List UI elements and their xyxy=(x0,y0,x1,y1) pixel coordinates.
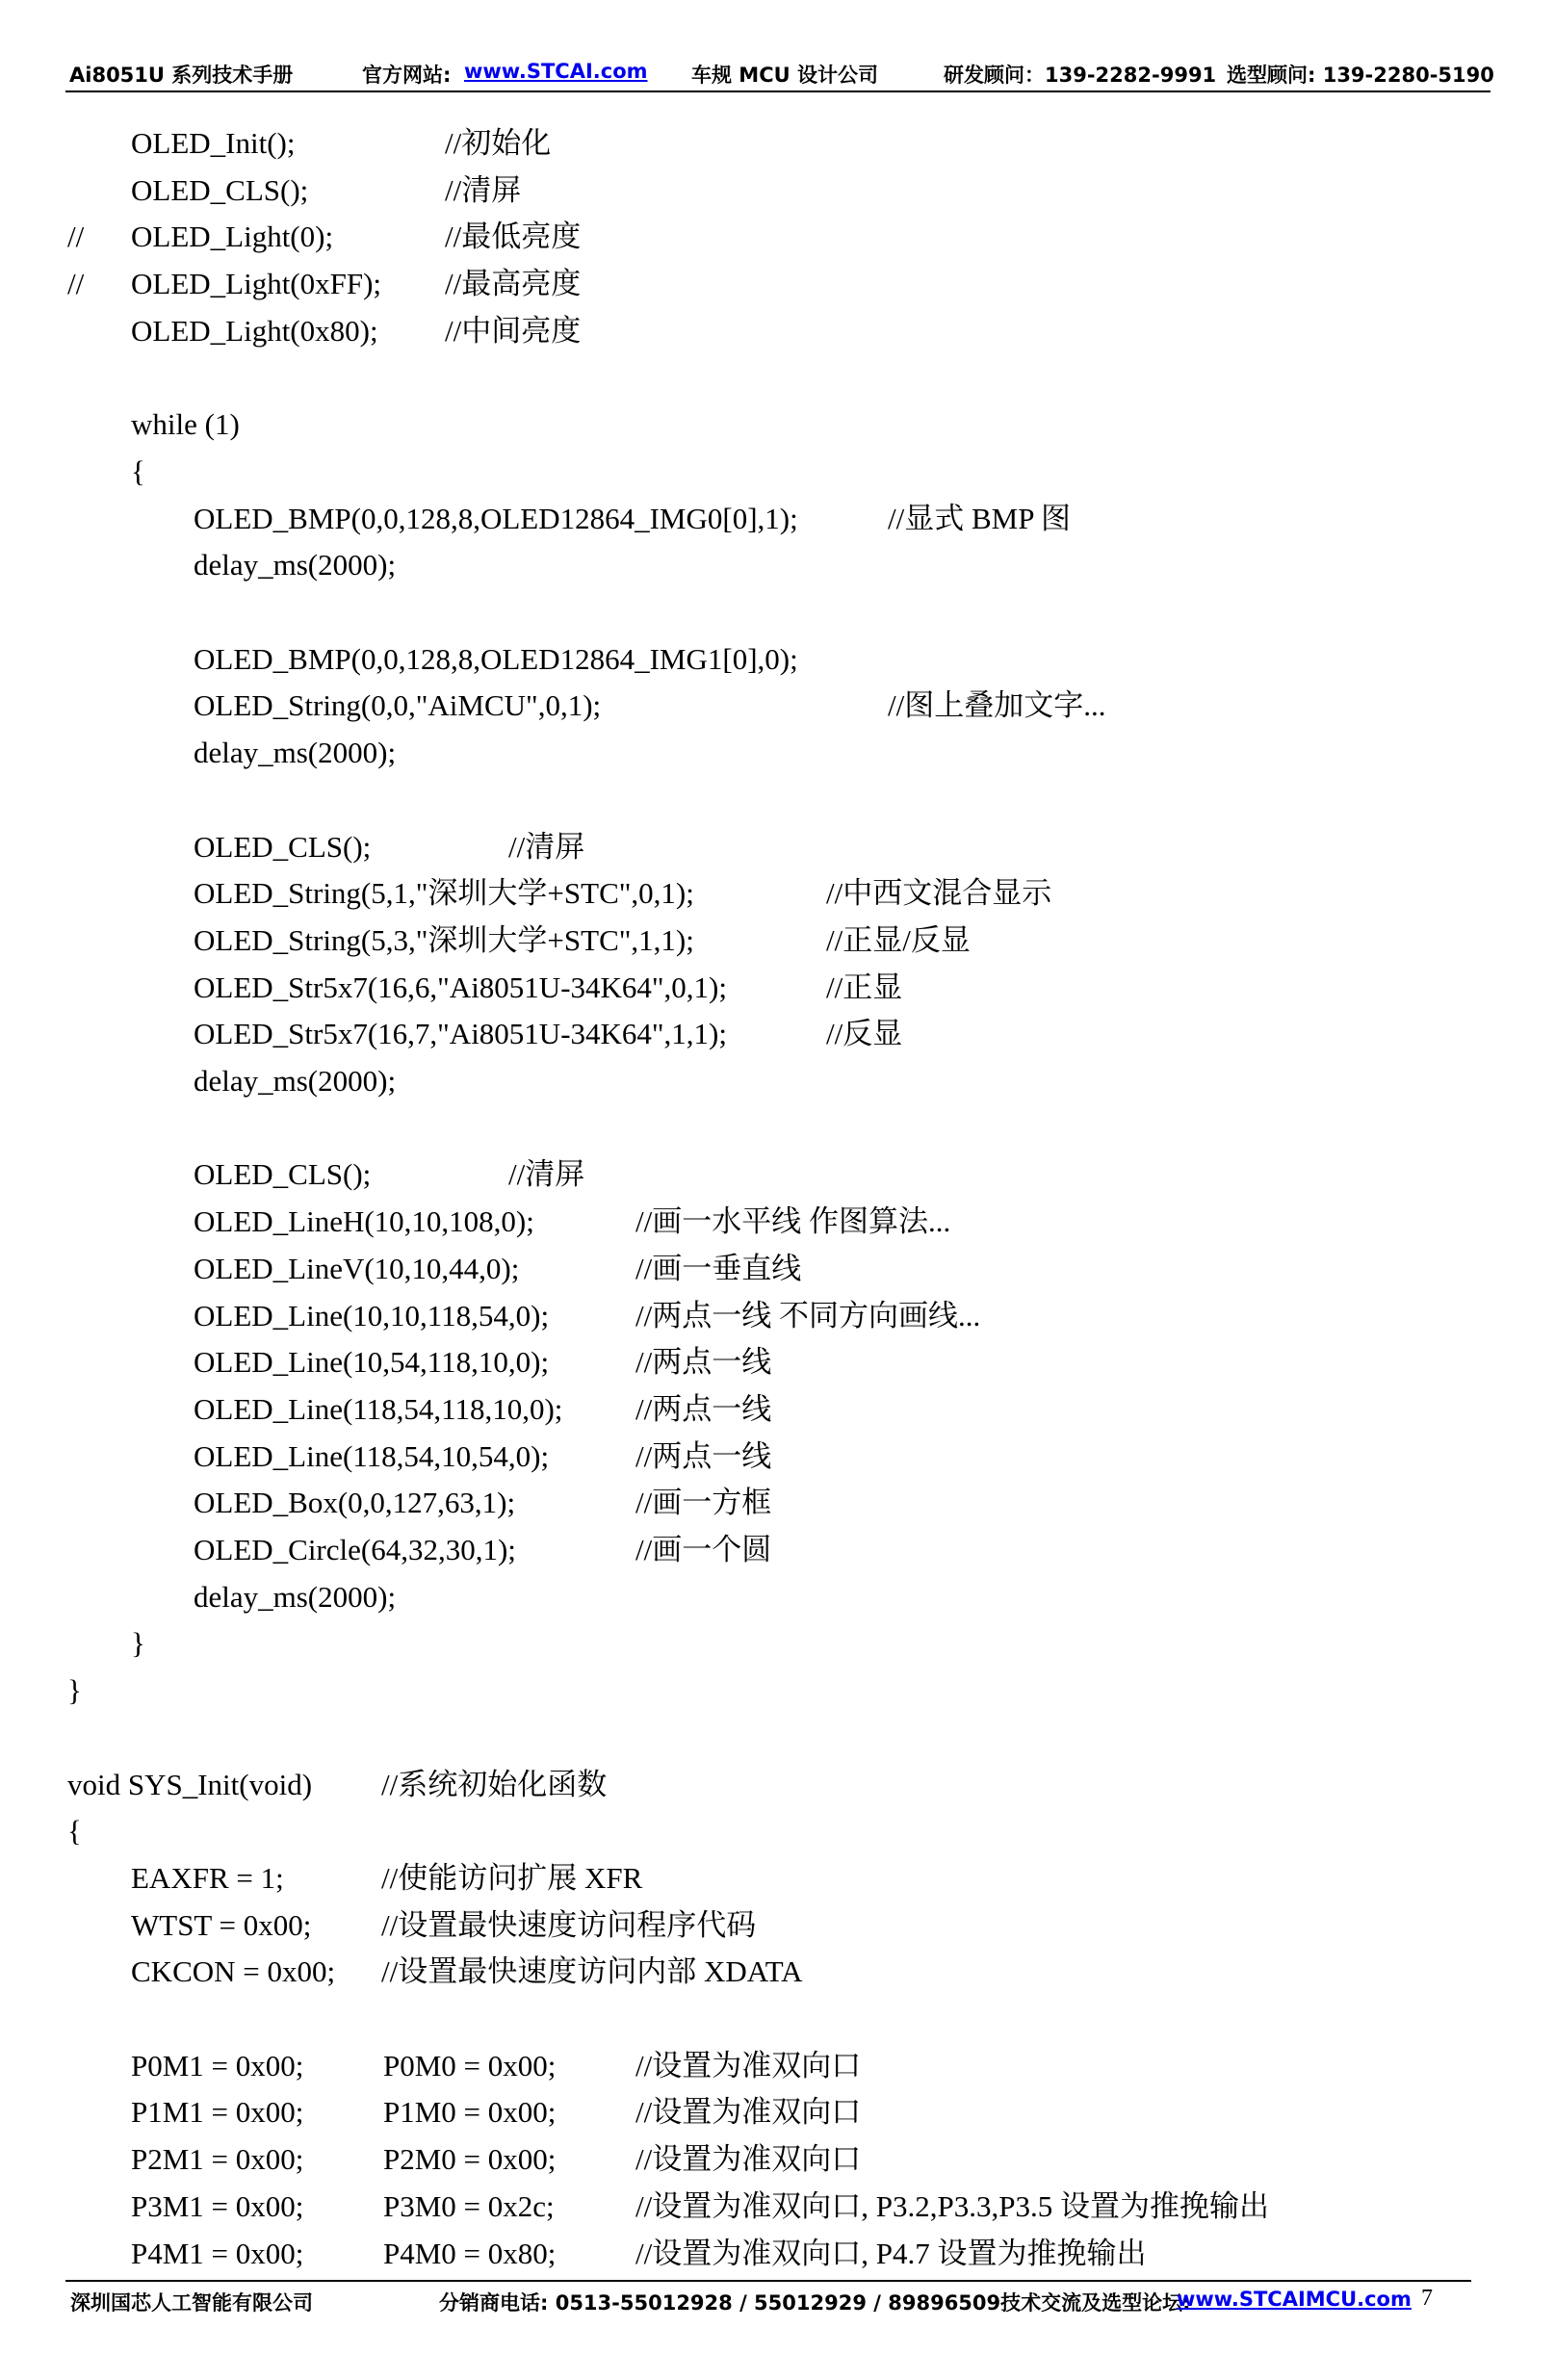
code-line xyxy=(0,1812,1555,1850)
code-line xyxy=(0,1719,1555,1757)
site-link[interactable] xyxy=(464,60,648,83)
code-text: WTST = 0x00; xyxy=(131,1907,312,1942)
code-text: OLED_CLS(); xyxy=(194,1157,372,1192)
header-rule xyxy=(65,91,1490,92)
code-line xyxy=(0,1906,1555,1945)
code-comment: //设置最快速度访问内部 XDATA xyxy=(381,1954,803,1989)
code-comment: //清屏 xyxy=(508,1157,585,1192)
code-line xyxy=(0,1343,1555,1382)
code-text: OLED_Line(118,54,118,10,0); xyxy=(194,1391,563,1426)
code-text: CKCON = 0x00; xyxy=(131,1954,336,1989)
code-text: OLED_CLS(); xyxy=(131,172,309,207)
company-tagline: 车规 MCU 设计公司 xyxy=(691,64,878,87)
code-comment: //设置为准双向口, P3.2,P3.3,P3.5 设置为推挽输出 xyxy=(635,2188,1269,2223)
code-line xyxy=(0,405,1555,444)
code-comment: //两点一线 xyxy=(635,1345,772,1380)
code-line xyxy=(0,2047,1555,2085)
code-text: OLED_Str5x7(16,7,"Ai8051U-34K64",1,1); xyxy=(194,1017,727,1051)
code-text: P2M1 = 0x00; xyxy=(131,2142,304,2177)
code-text: OLED_String(5,3,"深圳大学+STC",1,1); xyxy=(194,922,694,957)
code-text: P4M1 = 0x00; xyxy=(131,2236,304,2270)
code-comment: //最低亮度 xyxy=(445,220,582,254)
code-line xyxy=(0,1203,1555,1241)
code-line xyxy=(0,124,1555,163)
code-line xyxy=(0,1109,1555,1148)
code-comment: //系统初始化函数 xyxy=(381,1767,608,1801)
page-footer xyxy=(65,2282,1490,2320)
doc-title: Ai8051U 系列技术手册 xyxy=(69,64,294,87)
code-comment: //清屏 xyxy=(445,172,522,207)
code-text-secondary: P1M0 = 0x00; xyxy=(383,2095,557,2130)
code-comment: //最高亮度 xyxy=(445,267,582,301)
code-text: OLED_Line(10,54,118,10,0); xyxy=(194,1345,550,1380)
code-comment: //设置为准双向口 xyxy=(635,2048,862,2082)
code-text: OLED_Line(10,10,118,54,0); xyxy=(194,1298,550,1332)
code-text: OLED_Light(0); xyxy=(131,220,334,254)
code-line xyxy=(0,1437,1555,1476)
code-line xyxy=(0,1859,1555,1898)
forum-link[interactable] xyxy=(1177,2288,1412,2311)
code-line xyxy=(0,171,1555,210)
code-line xyxy=(0,1297,1555,1335)
code-line xyxy=(0,828,1555,867)
code-line xyxy=(0,874,1555,913)
code-comment: //设置最快速度访问程序代码 xyxy=(381,1907,757,1942)
code-text: OLED_String(5,1,"深圳大学+STC",0,1); xyxy=(194,876,694,911)
code-text: OLED_LineH(10,10,108,0); xyxy=(194,1204,534,1239)
code-comment: //反显 xyxy=(826,1017,903,1051)
code-text: delay_ms(2000); xyxy=(194,548,397,582)
code-comment: //清屏 xyxy=(508,829,585,864)
code-text: OLED_Box(0,0,127,63,1); xyxy=(194,1486,516,1520)
code-line xyxy=(0,1155,1555,1194)
code-text: delay_ms(2000); xyxy=(194,1064,397,1098)
code-text: OLED_BMP(0,0,128,8,OLED12864_IMG0[0],1); xyxy=(194,501,798,535)
code-comment: //显式 BMP 图 xyxy=(888,501,1072,535)
code-text: while (1) xyxy=(131,407,240,442)
code-text: OLED_Light(0xFF); xyxy=(131,267,382,301)
code-line xyxy=(0,593,1555,632)
code-comment: //图上叠加文字... xyxy=(888,688,1106,723)
comment-out-marker: // xyxy=(67,220,85,254)
code-comment: //画一垂直线 xyxy=(635,1251,802,1285)
code-line xyxy=(0,1766,1555,1804)
code-line xyxy=(0,734,1555,772)
code-text: P1M1 = 0x00; xyxy=(131,2095,304,2130)
code-text-secondary: P0M0 = 0x00; xyxy=(383,2048,557,2082)
code-text: OLED_String(0,0,"AiMCU",0,1); xyxy=(194,688,602,723)
code-text-secondary: P4M0 = 0x80; xyxy=(383,2236,557,2270)
code-line xyxy=(0,2140,1555,2179)
code-line xyxy=(0,546,1555,584)
code-line xyxy=(0,1250,1555,1288)
code-text: EAXFR = 1; xyxy=(131,1860,284,1895)
code-line xyxy=(0,500,1555,538)
code-text: P0M1 = 0x00; xyxy=(131,2048,304,2082)
code-line xyxy=(0,265,1555,303)
dev-contact: 研发顾问：139-2282-9991 xyxy=(944,64,1217,87)
code-text-secondary: P3M0 = 0x2c; xyxy=(383,2188,555,2223)
code-line xyxy=(0,640,1555,679)
code-comment: //画一水平线 作图算法... xyxy=(635,1204,951,1239)
code-line xyxy=(0,1390,1555,1429)
code-comment: //使能访问扩展 XFR xyxy=(381,1860,643,1895)
code-line xyxy=(0,1015,1555,1053)
page-header xyxy=(65,58,1494,89)
code-text: OLED_CLS(); xyxy=(194,829,372,864)
code-line xyxy=(0,1624,1555,1663)
code-line xyxy=(0,781,1555,819)
code-comment: //设置为准双向口 xyxy=(635,2142,862,2177)
site-url[interactable]: www.STCAI.com xyxy=(464,60,648,83)
site-label: 官方网站: xyxy=(362,64,452,87)
code-text: void SYS_Init(void) xyxy=(67,1767,313,1801)
code-text-secondary: P2M0 = 0x00; xyxy=(383,2142,557,2177)
sel-contact: 选型顾问: 139-2280-5190 xyxy=(1227,64,1494,87)
code-text: P3M1 = 0x00; xyxy=(131,2188,304,2223)
code-comment: //画一个圆 xyxy=(635,1533,772,1566)
code-line xyxy=(0,1671,1555,1710)
code-line xyxy=(0,1484,1555,1522)
code-line xyxy=(0,2093,1555,2132)
code-line xyxy=(0,686,1555,725)
code-comment: //设置为准双向口, P4.7 设置为推挽输出 xyxy=(635,2236,1147,2270)
code-line xyxy=(0,453,1555,491)
code-line xyxy=(0,2187,1555,2226)
code-line xyxy=(0,921,1555,960)
code-text: OLED_LineV(10,10,44,0); xyxy=(194,1251,520,1285)
code-text: OLED_BMP(0,0,128,8,OLED12864_IMG1[0],0); xyxy=(194,641,798,676)
footer-distributor: 分销商电话: 0513-55012928 / 55012929 / 89896509技术交流及选型论坛: xyxy=(439,2291,1191,2315)
code-text: OLED_Circle(64,32,30,1); xyxy=(194,1533,516,1566)
code-line xyxy=(0,2000,1555,2038)
code-comment: //正显 xyxy=(826,970,903,1004)
code-comment: //画一方框 xyxy=(635,1486,772,1520)
footer-company: 深圳国芯人工智能有限公司 xyxy=(70,2291,313,2315)
forum-url[interactable]: www.STCAIMCU.com xyxy=(1177,2288,1412,2311)
page-number: 7 xyxy=(1421,2286,1433,2311)
code-text: } xyxy=(131,1626,145,1661)
code-comment: //正显/反显 xyxy=(826,922,971,957)
code-text: delay_ms(2000); xyxy=(194,736,397,770)
code-line xyxy=(0,1953,1555,1991)
code-comment: //初始化 xyxy=(445,126,552,160)
code-line xyxy=(0,969,1555,1007)
code-text: OLED_Init(); xyxy=(131,126,296,160)
code-comment: //设置为准双向口 xyxy=(635,2095,862,2130)
code-text: delay_ms(2000); xyxy=(194,1579,397,1614)
code-comment: //两点一线 不同方向画线... xyxy=(635,1298,981,1332)
code-comment: //中西文混合显示 xyxy=(826,876,1052,911)
code-text: OLED_Line(118,54,10,54,0); xyxy=(194,1438,550,1473)
code-comment: //两点一线 xyxy=(635,1391,772,1426)
code-text: OLED_Str5x7(16,6,"Ai8051U-34K64",0,1); xyxy=(194,970,727,1004)
comment-out-marker: // xyxy=(67,267,85,301)
code-comment: //两点一线 xyxy=(635,1438,772,1473)
code-line xyxy=(0,218,1555,256)
code-comment: //中间亮度 xyxy=(445,313,582,348)
code-text: } xyxy=(67,1673,82,1708)
code-text: OLED_Light(0x80); xyxy=(131,313,378,348)
code-line xyxy=(0,359,1555,398)
code-line xyxy=(0,1531,1555,1569)
code-line xyxy=(0,312,1555,350)
code-text: { xyxy=(67,1814,82,1849)
code-text: { xyxy=(131,453,145,488)
code-line xyxy=(0,1578,1555,1617)
code-line xyxy=(0,2235,1555,2273)
code-line xyxy=(0,1062,1555,1100)
